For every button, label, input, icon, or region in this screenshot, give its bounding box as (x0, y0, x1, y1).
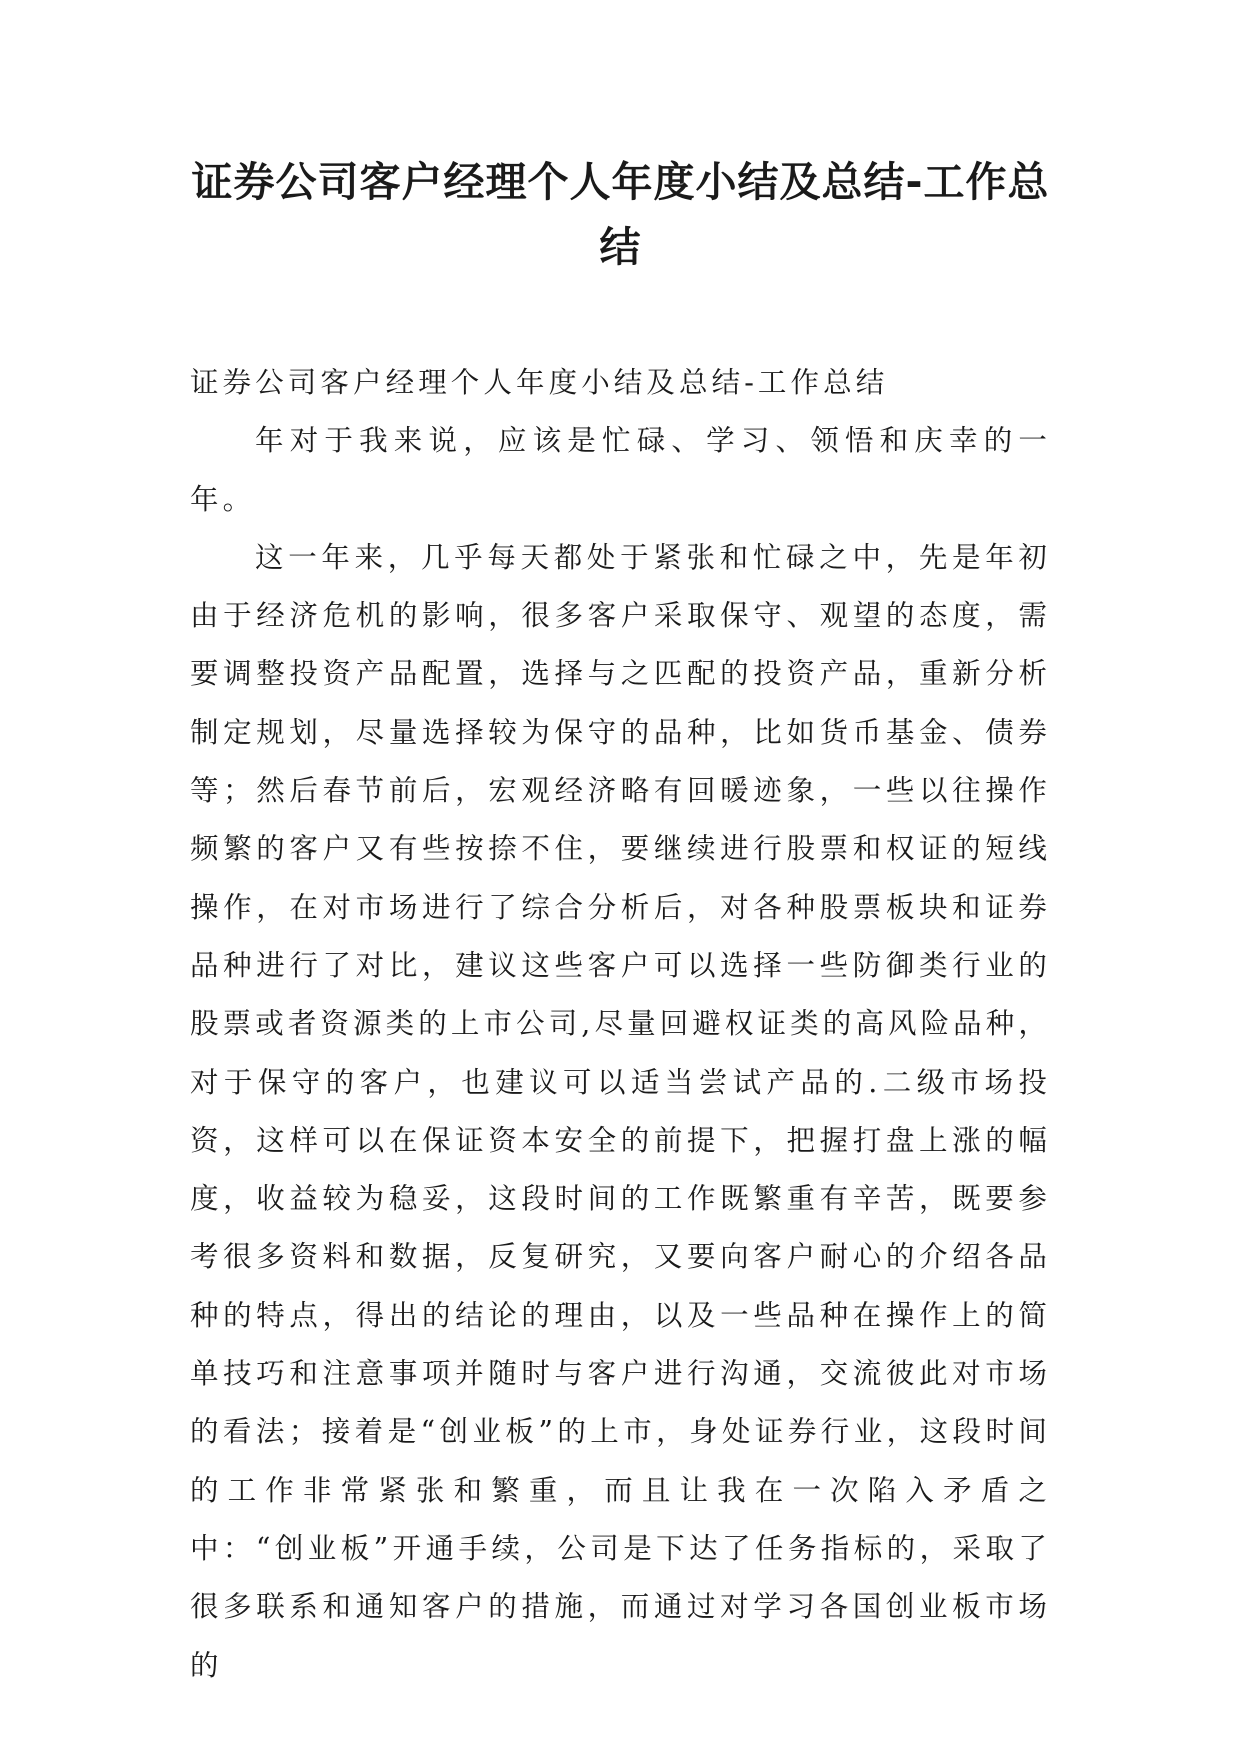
paragraph: 这一年来，几乎每天都处于紧张和忙碌之中，先是年初由于经济危机的影响，很多客户采取保守、观望的态度，需要调整投资产品配置，选择与之匹配的投资产品，重新分析制定规划，尽量选择较为保守的品种，比如货币基金、债券等；然后春节前后，宏观经济略有回暖迹象，一些以往操作频繁的客户又有些按捺不住，要继续进行股票和权证的短线操作，在对市场进行了综合分析后，对各种股票板块和证券品种进行了对比，建议这些客户可以选择一些防御类行业的股票或者资源类的上市公司,尽量回避权证类的高风险品种，对于保守的客户，也建议可以适当尝试产品的.二级市场投资，这样可以在保证资本安全的前提下，把握打盘上涨的幅度，收益较为稳妥，这段时间的工作既繁重有辛苦，既要参考很多资料和数据，反复研究，又要向客户耐心的介绍各品种的特点，得出的结论的理由，以及一些品种在操作上的简单技巧和注意事项并随时与客户进行沟通，交流彼此对市场的看法；接着是“创业板”的上市，身处证券行业，这段时间的工作非常紧张和繁重，而且让我在一次陷入矛盾之中：“创业板”开通手续，公司是下达了任务指标的，采取了很多联系和通知客户的措施，而通过对学习各国创业板市场的 (190, 540, 1051, 1682)
document-title: 证券公司客户经理个人年度小结及总结-工作总结 (191, 158, 1050, 271)
document-body (190, 354, 1051, 1695)
paragraph: 年对于我来说，应该是忙碌、学习、领悟和庆幸的一年。 (190, 424, 1051, 516)
subtitle-line: 证券公司客户经理个人年度小结及总结-工作总结 (190, 366, 889, 399)
